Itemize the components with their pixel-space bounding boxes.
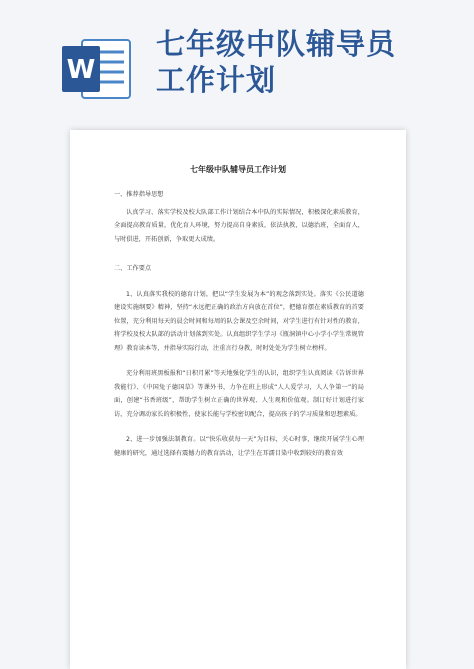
document-body xyxy=(114,188,364,460)
word-document-icon xyxy=(60,34,134,104)
paragraph-point-2: 2、进一步加强法制教育。以“快乐收获每一天”为目标，关心时事，继续开展学生心理健康的研究，通过选择有震撼力的教育活动，让学生在耳濡目染中收到较好的教育效 xyxy=(114,436,364,457)
banner-title-line1: 七年级中队辅导员 xyxy=(156,27,397,61)
banner-title xyxy=(156,26,466,98)
document-title: 七年级中队辅导员工作计划 xyxy=(190,165,286,174)
banner-title-line2: 工作计划 xyxy=(156,63,277,97)
section-heading-work-points: 二、工作要点 xyxy=(114,265,152,272)
word-logo-letter: W xyxy=(66,55,96,85)
header-banner xyxy=(0,0,474,130)
document-page xyxy=(70,130,406,669)
section-heading-guiding-ideology: 一、推荐指导思想 xyxy=(114,191,164,198)
paragraph-guiding-ideology: 认真学习、落实学校及校大队部工作计划结合本中队的实际情况，积极深化素质教育，全面提高教育质量，优化育人环境，努力提高自身素质，依法执教，以德治班，全面育人，与时俱进，开拓创新，争取更大成绩。 xyxy=(114,208,364,243)
paragraph-point-1b: 充分利用班黑板报和“日积月累”等天地强化学生的认识，组织学生认真阅读《告诉世界我能行》、《中国兔子德国草》等课外书，力争在班上形成“人人爱学习，人人争第一”的局面，创建“书香班级”，帮助学生树立正确的世界观、人生观和价值观。制订好计划进行家访，充分调动家长的积极性，使家长能与学校密切配合，提高孩子的学习质量和思想素质。 xyxy=(114,370,364,418)
paragraph-point-1: 1、认真落实我校的德育计划，把以“学生发展为本”的观念落到实处。落实《公民道德建设实施纲要》精神，坚持“永远把正确的政治方向放在首位”，把德育摆在素质教育的首要位置，充分利用每天的晨会时间和每周的队会课及空余时间，对学生进行有针对性的教育，将学校及校大队部的活动计划落到实处。认真组织学生学习《瓶洞镇中心小学小学生常规管理》教育读本等，并指导实际行动，注重言行身教，时时处处为学生树立榜样。 xyxy=(114,290,364,352)
